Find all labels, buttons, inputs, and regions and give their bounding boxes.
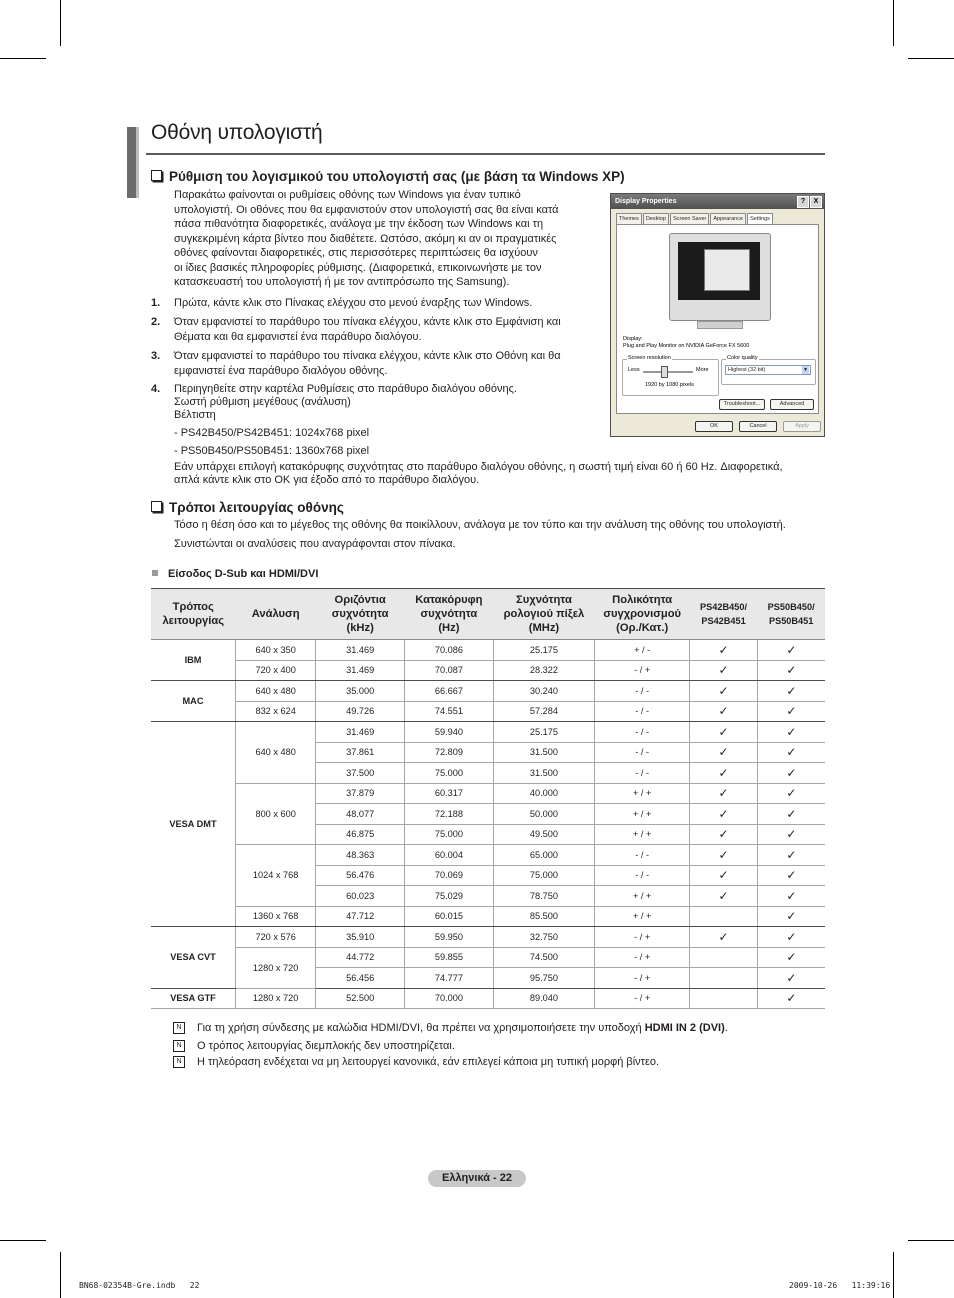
vfreq-cell: 75.029 [405, 886, 494, 907]
resolution-cell: 640 x 480 [236, 681, 316, 702]
tab-themes[interactable]: Themes [616, 213, 642, 224]
step-2 [151, 315, 604, 344]
pixel-clock-cell: 65.000 [493, 845, 594, 866]
resolution-cell: 832 x 624 [236, 701, 316, 722]
crop-mark [908, 58, 954, 59]
resolution-cell: 720 x 576 [236, 927, 316, 948]
header-ps50: PS50B450/ PS50B451 [757, 589, 825, 640]
mode-cell: VESA GTF [151, 988, 236, 1009]
display-label: Display: [623, 336, 643, 342]
pixel-clock-cell: 57.284 [493, 701, 594, 722]
table-row [151, 640, 825, 661]
vfreq-cell: 60.317 [405, 783, 494, 804]
step-3 [151, 349, 604, 378]
pixel-clock-cell: 95.750 [493, 968, 594, 989]
table-row [151, 845, 825, 866]
input-label [152, 567, 318, 582]
resolution-50: - PS50B450/PS50B451: 1360x768 pixel [174, 445, 370, 457]
ps42-support-cell: ✓ [690, 722, 758, 743]
hfreq-cell: 56.456 [316, 968, 405, 989]
resolution-42: - PS42B450/PS42B451: 1024x768 pixel [174, 427, 370, 439]
color-quality-select[interactable] [725, 365, 811, 375]
resolution-cell: 800 x 600 [236, 783, 316, 845]
polarity-cell: + / + [595, 886, 690, 907]
section-heading-modes [151, 500, 344, 515]
step-line: Πρώτα, κάντε κλικ στο Πίνακας ελέγχου στο μενού έναρξης των Windows. [174, 297, 533, 309]
screen-resolution-group [622, 359, 719, 396]
tab-desktop[interactable]: Desktop [643, 213, 669, 224]
ps42-support-cell [690, 988, 758, 1009]
more-label: More [696, 367, 709, 373]
ps50-support-cell: ✓ [757, 701, 825, 722]
intro-line: συγκεκριμένη κάρτα βίντεο που διαθέτετε. Ωστόσο, ακόμη κι αν οι πραγματικές [174, 232, 557, 245]
resolution-cell: 1280 x 720 [236, 988, 316, 1009]
table-row [151, 783, 825, 804]
table-row [151, 701, 825, 722]
section-heading-text: Τρόποι λειτουργίας οθόνης [169, 500, 344, 515]
ps42-support-cell: ✓ [690, 804, 758, 825]
ps50-support-cell: ✓ [757, 722, 825, 743]
resolution-cell: 720 x 400 [236, 660, 316, 681]
pixel-clock-cell: 31.500 [493, 742, 594, 763]
mode-cell: VESA DMT [151, 722, 236, 927]
vfreq-cell: 74.777 [405, 968, 494, 989]
ps42-support-cell [690, 968, 758, 989]
polarity-cell: + / + [595, 824, 690, 845]
step-line: Περιηγηθείτε στην καρτέλα Ρυθμίσεις στο παράθυρο διαλόγου οθόνης. [174, 383, 517, 395]
vfreq-cell: 74.551 [405, 701, 494, 722]
table-row [151, 722, 825, 743]
tab-settings[interactable]: Settings [747, 213, 773, 224]
ps50-support-cell: ✓ [757, 988, 825, 1009]
display-modes-table [151, 589, 825, 1009]
page-title: Οθόνη υπολογιστή [151, 121, 323, 144]
polarity-cell: - / - [595, 763, 690, 784]
step-number: 4. [151, 383, 161, 395]
ps42-support-cell [690, 947, 758, 968]
resolution-value: 1920 by 1080 pixels [645, 382, 694, 388]
hfreq-cell: 56.476 [316, 865, 405, 886]
pixel-clock-cell: 49.500 [493, 824, 594, 845]
pixel-clock-cell: 25.175 [493, 722, 594, 743]
ps42-support-cell: ✓ [690, 742, 758, 763]
pixel-clock-cell: 28.322 [493, 660, 594, 681]
ps42-support-cell: ✓ [690, 886, 758, 907]
settings-panel [616, 224, 819, 414]
pixel-clock-cell: 32.750 [493, 927, 594, 948]
intro-paragraph [174, 188, 594, 290]
note-text: Η τηλεόραση ενδέχεται να μη λειτουργεί κανονικά, εάν επιλεγεί κάποια μη τυπική μορφή βίντεο. [197, 1056, 660, 1068]
input-label-text: Είσοδος D-Sub και HDMI/DVI [168, 568, 319, 580]
hfreq-cell: 48.363 [316, 845, 405, 866]
crop-mark [0, 1240, 46, 1241]
pixel-clock-cell: 31.500 [493, 763, 594, 784]
pixel-clock-cell: 89.040 [493, 988, 594, 1009]
polarity-cell: - / - [595, 701, 690, 722]
ok-button[interactable]: OK [695, 421, 733, 432]
page-number-badge: Ελληνικά - 22 [428, 1170, 526, 1187]
modes-text-1: Τόσο η θέση όσο και το μέγεθος της οθόνης θα ποικίλλουν, ανάλογα με τον τύπο και την ανάλυση της οθόνης του υπολογιστή. [174, 519, 786, 531]
header-resolution: Ανάλυση [236, 589, 316, 640]
dialog-title-bar [611, 194, 824, 209]
ps42-support-cell: ✓ [690, 763, 758, 784]
polarity-cell: + / + [595, 783, 690, 804]
less-label: Less [628, 367, 640, 373]
tab-screen-saver[interactable]: Screen Saver [670, 213, 709, 224]
table-row [151, 947, 825, 968]
hfreq-cell: 60.023 [316, 886, 405, 907]
hfreq-cell: 49.726 [316, 701, 405, 722]
resolution-slider[interactable] [643, 371, 693, 373]
troubleshoot-button[interactable]: Troubleshoot... [719, 399, 765, 410]
polarity-cell: - / + [595, 968, 690, 989]
monitor-stand [697, 321, 743, 329]
frequency-line: Εάν υπάρχει επιλογή κατακόρυφης συχνότητας στο παράθυρο διαλόγου οθόνης, η σωστή τιμή είναι 60 ή 60 Hz. Διαφορετικά, [174, 461, 783, 473]
intro-line: υπολογιστή. Οι οθόνες που θα εμφανιστούν στον υπολογιστή σας θα είναι κατά [174, 203, 559, 216]
polarity-cell: - / + [595, 660, 690, 681]
table-row [151, 906, 825, 927]
hfreq-cell: 44.772 [316, 947, 405, 968]
hfreq-cell: 47.712 [316, 906, 405, 927]
polarity-cell: + / - [595, 640, 690, 661]
hfreq-cell: 37.861 [316, 742, 405, 763]
section-heading-windows [151, 169, 625, 184]
crop-mark [893, 0, 894, 46]
hfreq-cell: 35.910 [316, 927, 405, 948]
section-heading-text: Ρύθμιση του λογισμικού του υπολογιστή σας (με βάση τα Windows XP) [169, 169, 625, 184]
resolution-cell: 640 x 350 [236, 640, 316, 661]
polarity-cell: - / - [595, 722, 690, 743]
monitor-screen [678, 242, 760, 300]
crop-mark [0, 58, 46, 59]
display-properties-dialog [610, 193, 825, 437]
vfreq-cell: 60.004 [405, 845, 494, 866]
mode-cell: MAC [151, 681, 236, 722]
vfreq-cell: 72.809 [405, 742, 494, 763]
table-row [151, 927, 825, 948]
hfreq-cell: 48.077 [316, 804, 405, 825]
intro-line: Παρακάτω φαίνονται οι ρυθμίσεις οθόνης των Windows για έναν τυπικό [174, 189, 521, 201]
ps42-support-cell: ✓ [690, 783, 758, 804]
checkbox-bullet-icon [151, 501, 162, 512]
pixel-clock-cell: 85.500 [493, 906, 594, 927]
step-line: Όταν εμφανιστεί το παράθυρο του πίνακα ελέγχου, κάντε κλικ στο Οθόνη και θα [174, 350, 561, 362]
step-line: Θέματα και θα εμφανιστεί ένα παράθυρο διαλόγου. [174, 330, 422, 343]
pixel-clock-cell: 40.000 [493, 783, 594, 804]
pixel-clock-cell: 74.500 [493, 947, 594, 968]
pixel-clock-cell: 75.000 [493, 865, 594, 886]
ps42-support-cell: ✓ [690, 681, 758, 702]
vfreq-cell: 59.940 [405, 722, 494, 743]
crop-mark [60, 0, 61, 46]
step-number: 2. [151, 316, 161, 328]
ps50-support-cell: ✓ [757, 681, 825, 702]
ps50-support-cell: ✓ [757, 865, 825, 886]
vfreq-cell: 66.667 [405, 681, 494, 702]
imprint-right: 2009-10-26 11:39:16 [789, 1281, 891, 1290]
hfreq-cell: 37.879 [316, 783, 405, 804]
table-header-row [151, 589, 825, 640]
dialog-title: Display Properties [615, 198, 677, 205]
close-button[interactable]: X [810, 196, 822, 208]
intro-line: κατασκευαστή του υπολογιστή ή με τον αντιπρόσωπο της Samsung). [174, 276, 510, 288]
ps42-support-cell: ✓ [690, 660, 758, 681]
header-pixel-clock: Συχνότητα ρολογιού πίξελ (MHz) [493, 589, 594, 640]
vfreq-cell: 70.086 [405, 640, 494, 661]
slider-thumb[interactable] [661, 366, 668, 378]
monitor-preview-icon [669, 233, 771, 321]
color-quality-label: Color quality [727, 355, 758, 361]
mode-cell: VESA CVT [151, 927, 236, 989]
title-accent-bar [136, 127, 139, 198]
crop-mark [60, 1252, 61, 1298]
note-text: Ο τρόπος λειτουργίας διεμπλοκής δεν υποστηρίζεται. [197, 1040, 455, 1052]
intro-line: πάσα πιθανότητα διαφορετικές, ανάλογα με την έκδοση των Windows και τη [174, 218, 544, 230]
hfreq-cell: 31.469 [316, 722, 405, 743]
table-row [151, 660, 825, 681]
ps50-support-cell: ✓ [757, 640, 825, 661]
crop-mark [908, 1240, 954, 1241]
display-value: Plug and Play Monitor on NVIDIA GeForce FX 5600 [623, 343, 750, 349]
ps50-support-cell: ✓ [757, 783, 825, 804]
vfreq-cell: 70.069 [405, 865, 494, 886]
note-icon: N [173, 1040, 185, 1052]
header-ps42: PS42B450/ PS42B451 [690, 589, 758, 640]
vfreq-cell: 75.000 [405, 763, 494, 784]
polarity-cell: - / - [595, 681, 690, 702]
resolution-cell: 1280 x 720 [236, 947, 316, 988]
checkbox-bullet-icon [151, 170, 162, 181]
ps50-support-cell: ✓ [757, 824, 825, 845]
square-bullet-icon [152, 570, 158, 576]
hdmi-input-name: HDMI IN 2 (DVI) [644, 1022, 725, 1034]
polarity-cell: - / - [595, 845, 690, 866]
vfreq-cell: 75.000 [405, 824, 494, 845]
hfreq-cell: 46.875 [316, 824, 405, 845]
vfreq-cell: 70.000 [405, 988, 494, 1009]
ps50-support-cell: ✓ [757, 886, 825, 907]
polarity-cell: - / - [595, 742, 690, 763]
crop-mark [893, 1252, 894, 1298]
tab-appearance[interactable]: Appearance [710, 213, 746, 224]
step-4 [151, 383, 604, 422]
screen-resolution-label: Screen resolution [628, 355, 671, 361]
header-vfreq: Κατακόρυφη συχνότητα (Hz) [405, 589, 494, 640]
cancel-button[interactable]: Cancel [739, 421, 777, 432]
vfreq-cell: 59.855 [405, 947, 494, 968]
polarity-cell: - / + [595, 927, 690, 948]
polarity-cell: - / - [595, 865, 690, 886]
preview-window [704, 249, 750, 291]
intro-line: οι ίδιες βασικές πληροφορίες ρύθμισης. (Διαφορετικά, επικοινωνήστε με τον [174, 261, 542, 274]
pixel-clock-cell: 25.175 [493, 640, 594, 661]
ps50-support-cell: ✓ [757, 660, 825, 681]
ps50-support-cell: ✓ [757, 947, 825, 968]
intro-line: οθόνες φαίνονται διαφορετικές, στις περισσότερες περιπτώσεις θα ισχύουν [174, 247, 538, 259]
polarity-cell: + / + [595, 906, 690, 927]
pixel-clock-cell: 50.000 [493, 804, 594, 825]
table-row [151, 988, 825, 1009]
note-icon: N [173, 1056, 185, 1068]
polarity-cell: + / + [595, 804, 690, 825]
advanced-button[interactable]: Advanced [770, 399, 814, 410]
ps42-support-cell: ✓ [690, 845, 758, 866]
ps50-support-cell: ✓ [757, 845, 825, 866]
step-1 [151, 296, 604, 311]
ps42-support-cell: ✓ [690, 701, 758, 722]
ps50-support-cell: ✓ [757, 927, 825, 948]
hfreq-cell: 52.500 [316, 988, 405, 1009]
polarity-cell: - / + [595, 947, 690, 968]
note-icon: N [173, 1022, 185, 1034]
hfreq-cell: 35.000 [316, 681, 405, 702]
step-line: Σωστή ρύθμιση μεγέθους (ανάλυση) [174, 396, 351, 408]
step-number: 3. [151, 350, 161, 362]
resolution-cell: 640 x 480 [236, 722, 316, 784]
ps50-support-cell: ✓ [757, 763, 825, 784]
ps50-support-cell: ✓ [757, 804, 825, 825]
step-line: Όταν εμφανιστεί το παράθυρο του πίνακα ελέγχου, κάντε κλικ στο Εμφάνιση και [174, 316, 561, 328]
ps42-support-cell: ✓ [690, 865, 758, 886]
header-hfreq: Οριζόντια συχνότητα (kHz) [316, 589, 405, 640]
dialog-tabs [616, 213, 774, 224]
pixel-clock-cell: 30.240 [493, 681, 594, 702]
frequency-line: απλά κάντε κλικ στο OK για έξοδο από το παράθυρο διαλόγου. [174, 474, 480, 486]
hfreq-cell: 31.469 [316, 660, 405, 681]
ps42-support-cell: ✓ [690, 824, 758, 845]
imprint-left: BN68-02354B-Gre.indb 22 [79, 1281, 200, 1290]
apply-button[interactable]: Apply [783, 421, 821, 432]
ps42-support-cell: ✓ [690, 640, 758, 661]
vfreq-cell: 60.015 [405, 906, 494, 927]
pixel-clock-cell: 78.750 [493, 886, 594, 907]
modes-text-2: Συνιστώνται οι αναλύσεις που αναγράφονται στον πίνακα. [174, 538, 456, 550]
ps50-support-cell: ✓ [757, 968, 825, 989]
polarity-cell: - / + [595, 988, 690, 1009]
step-line: εμφανιστεί ένα παράθυρο διαλόγου οθόνης. [174, 364, 388, 377]
resolution-cell: 1024 x 768 [236, 845, 316, 907]
note-text: Για τη χρήση σύνδεσης με καλώδια HDMI/DVI, θα πρέπει να χρησιμοποιήσετε την υποδοχή HDMI IN 2 (DVI). [197, 1022, 728, 1034]
help-button[interactable]: ? [797, 196, 809, 208]
chevron-down-icon: ▼ [803, 367, 808, 373]
table-body [151, 640, 825, 1009]
header-polarity: Πολικότητα συγχρονισμού (Ορ./Κατ.) [595, 589, 690, 640]
ps50-support-cell: ✓ [757, 742, 825, 763]
color-quality-value: Highest (32 bit) [728, 367, 766, 373]
ps50-support-cell: ✓ [757, 906, 825, 927]
title-rule [146, 153, 825, 155]
step-number: 1. [151, 297, 161, 309]
hfreq-cell: 37.500 [316, 763, 405, 784]
header-mode: Τρόπος λειτουργίας [151, 589, 236, 640]
vfreq-cell: 70.087 [405, 660, 494, 681]
step-line: Βέλτιστη [174, 409, 216, 421]
resolution-cell: 1360 x 768 [236, 906, 316, 927]
hfreq-cell: 31.469 [316, 640, 405, 661]
ps42-support-cell [690, 906, 758, 927]
vfreq-cell: 72.188 [405, 804, 494, 825]
ps42-support-cell: ✓ [690, 927, 758, 948]
vfreq-cell: 59.950 [405, 927, 494, 948]
mode-cell: IBM [151, 640, 236, 681]
table-row [151, 681, 825, 702]
frequency-note [174, 461, 834, 487]
